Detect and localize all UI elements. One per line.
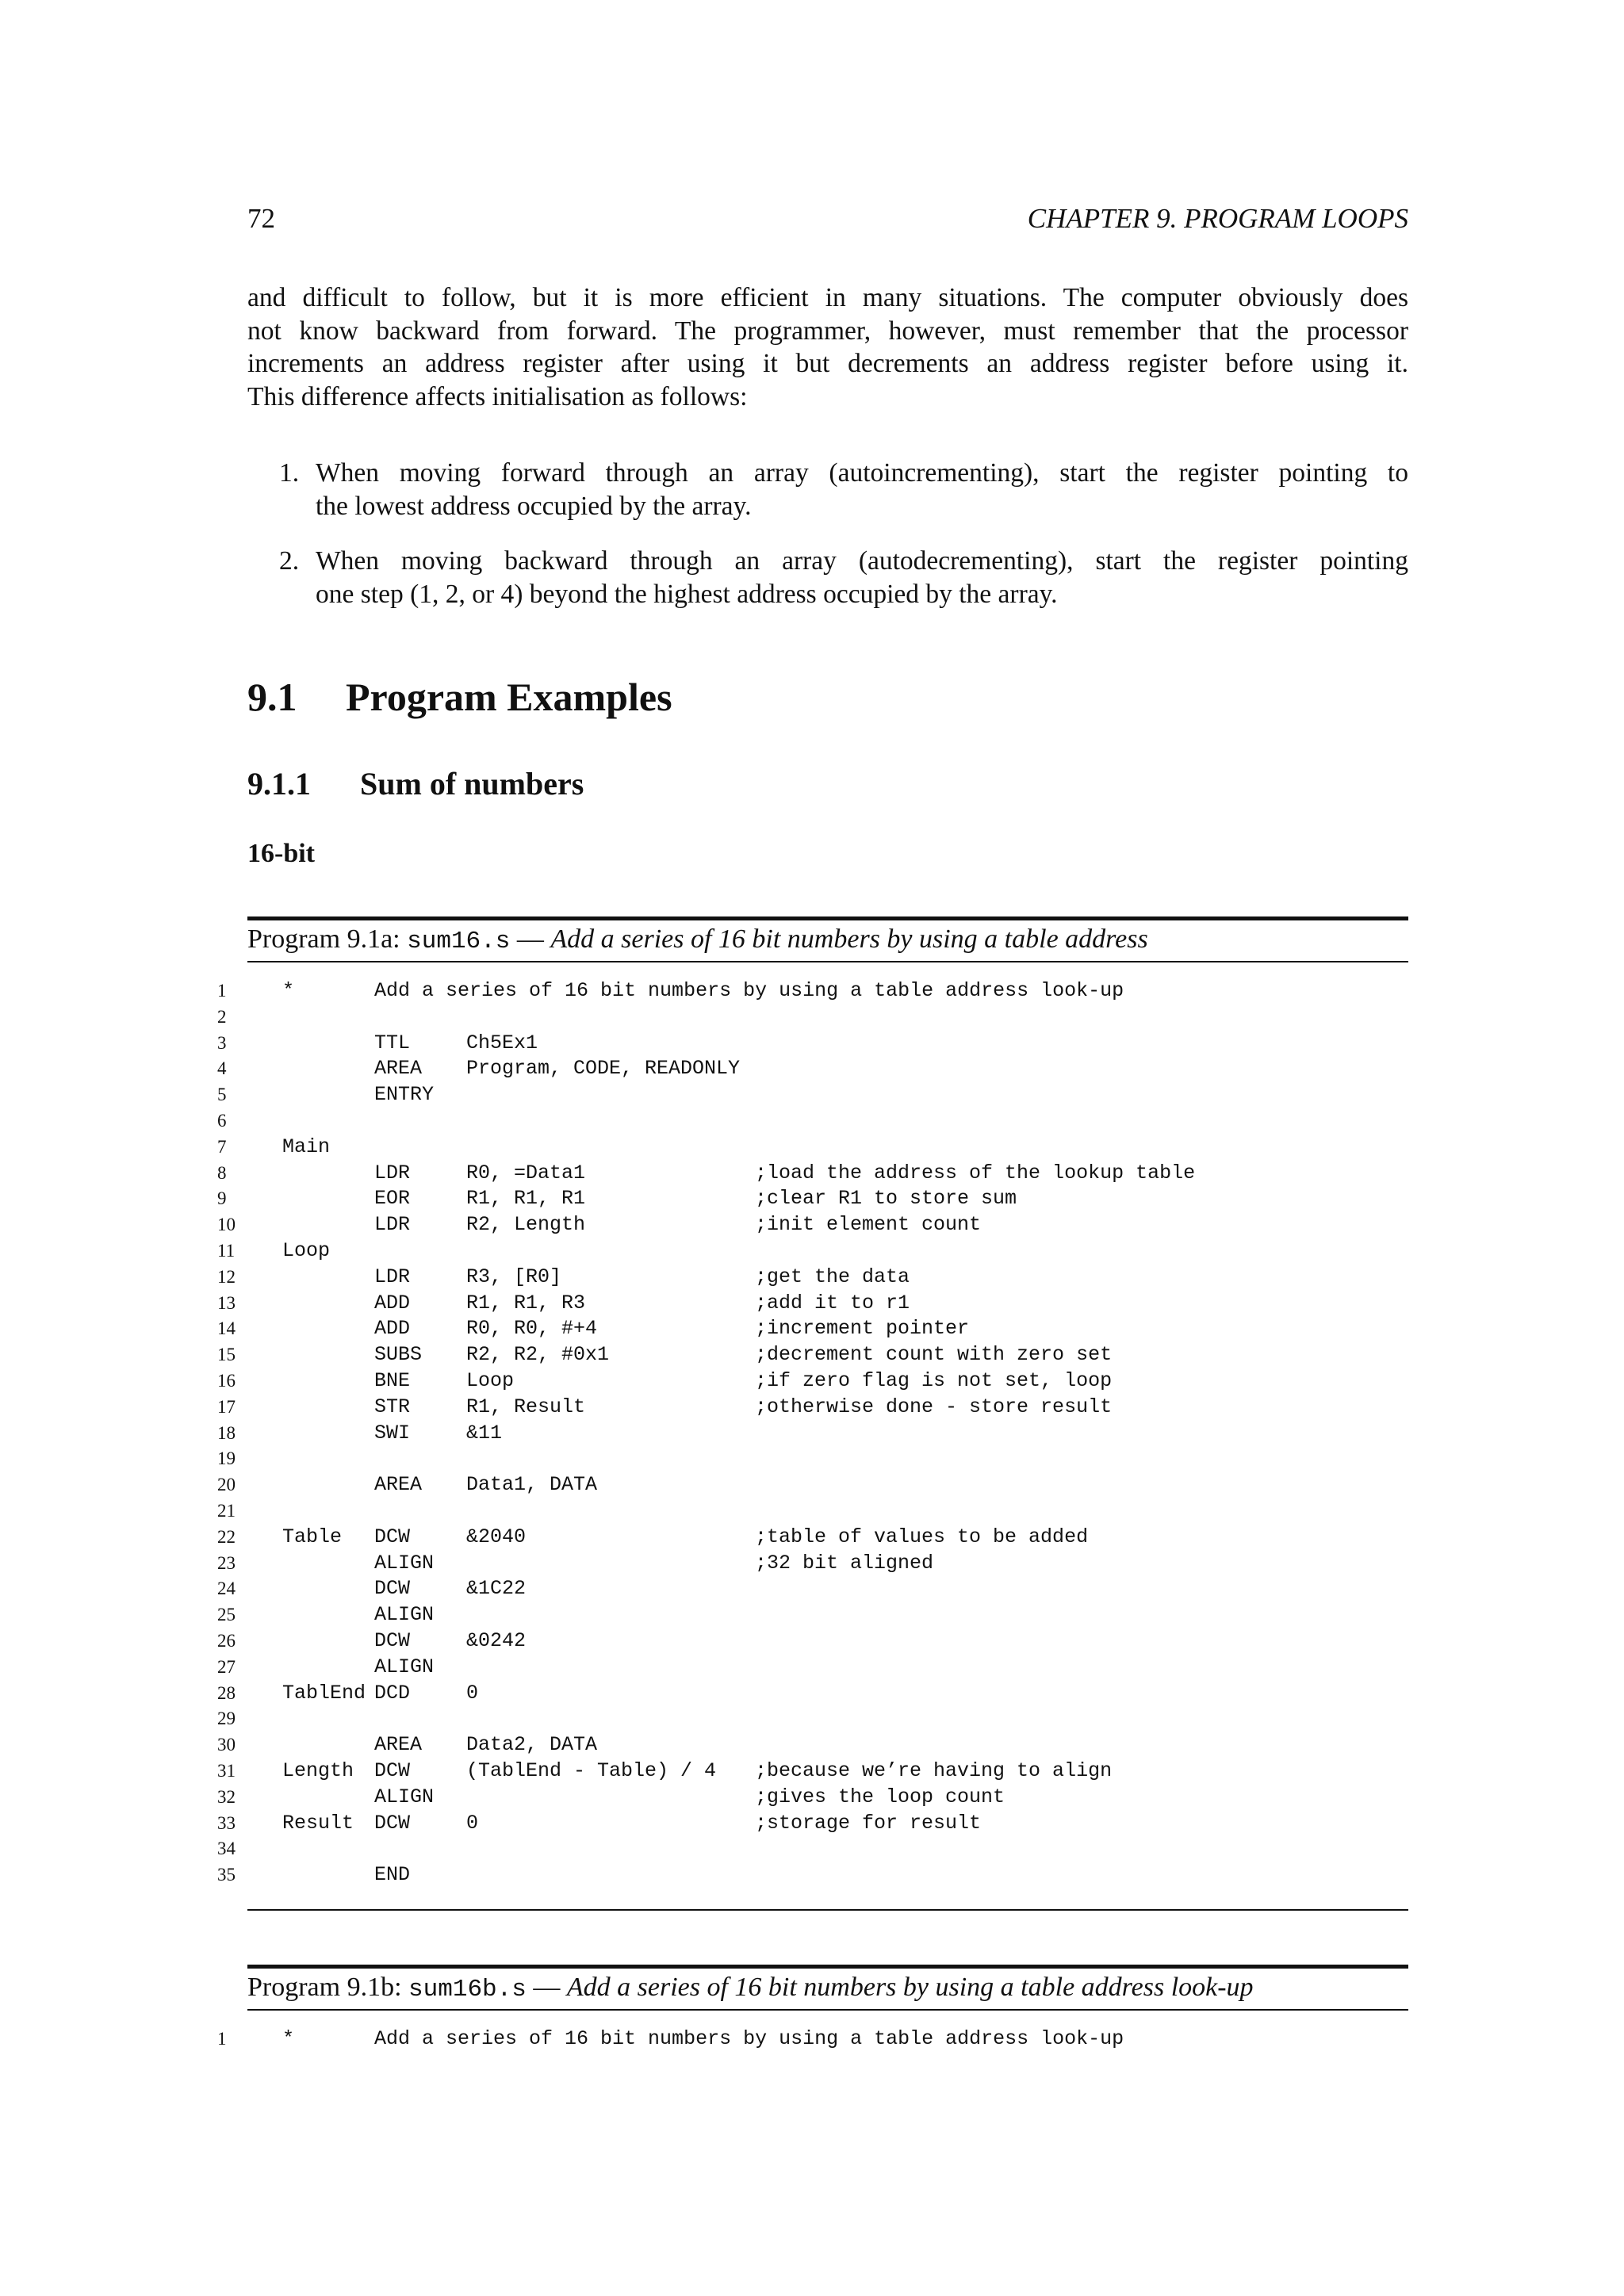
code-line [217,1342,1415,1368]
code-line [217,1291,1415,1317]
code-line [217,1368,1415,1395]
code-opcode: AREA [374,1473,423,1497]
line-number: 14 [217,1318,236,1339]
code-comment: ;gives the loop count [755,1785,1005,1808]
subsection-heading [247,765,584,802]
line-number: 20 [217,1475,236,1495]
code-line [217,1602,1415,1628]
code-operands: R0, =Data1 [466,1161,586,1184]
code-opcode: ALIGN [374,1603,435,1627]
line-number: 3 [217,1032,227,1053]
code-opcode: DCW [374,1628,411,1652]
caption-filename: sum16.s [407,928,511,955]
line-number: 6 [217,1110,227,1131]
code-opcode: TTL [374,1031,411,1054]
line-number: 7 [217,1136,227,1157]
code-operands: R1, R1, R3 [466,1291,586,1314]
code-line [217,1811,1415,1837]
line-number: 2 [217,1006,227,1027]
code-opcode: DCW [374,1811,411,1835]
code-opcode: LDR [374,1161,411,1184]
code-label: Result [282,1811,354,1835]
line-number: 21 [217,1500,236,1521]
code-comment: ;get the data [755,1265,910,1288]
caption-label: Program 9.1a: [247,924,400,954]
code-line [217,1056,1415,1082]
code-comment: ;table of values to be added [755,1525,1089,1548]
code-line [217,1498,1415,1525]
code-comment: ;storage for result [755,1811,982,1835]
code-line [217,1628,1415,1655]
line-number: 1 [217,2029,227,2049]
code-opcode: DCW [374,1525,411,1548]
listing-top-rule [247,916,1408,920]
line-number: 29 [217,1709,236,1729]
code-operands: R2, Length [466,1213,586,1237]
code-operands: Data2, DATA [466,1733,598,1757]
line-number: 16 [217,1370,236,1391]
code-operands: Data1, DATA [466,1473,598,1497]
code-operands: R1, Result [466,1395,586,1418]
code-operands: &1C22 [466,1577,527,1601]
line-number: 30 [217,1735,236,1755]
line-number: 1 [217,981,227,1001]
line-number: 25 [217,1605,236,1625]
code-line [217,1395,1415,1421]
subsection-number: 9.1.1 [247,766,311,802]
page-number: 72 [247,203,275,234]
section-number: 9.1 [247,675,297,719]
code-line [217,1472,1415,1498]
code-line [217,1135,1415,1161]
paragraph-line: not know backward from forward. The programmer, however, must remember that the processor [247,316,1408,346]
code-operands: R0, R0, #+4 [466,1317,598,1341]
line-number: 35 [217,1865,236,1885]
line-number: 27 [217,1656,236,1677]
code-opcode: STR [374,1395,411,1418]
code-operands: (TablEnd - Table) / 4 [466,1758,717,1782]
list-line: the lowest address occupied by the array. [316,491,752,521]
code-line [217,1836,1415,1862]
line-number: 4 [217,1058,227,1079]
code-line [217,1186,1415,1212]
code-line [217,1785,1415,1811]
code-opcode: ALIGN [374,1551,435,1575]
code-line [217,1525,1415,1551]
code-label: TablEnd [282,1681,366,1705]
code-operands: R2, R2, #0x1 [466,1343,610,1367]
code-label: Main [282,1135,331,1158]
code-label: * [282,979,295,1002]
code-opcode: ENTRY [374,1083,435,1107]
section-title: Program Examples [346,675,672,719]
code-operands: 0 [466,1811,479,1835]
caption-description: Add a series of 16 bit numbers by using a table address [550,924,1148,954]
code-label: Loop [282,1238,331,1262]
caption-dash: — [516,924,544,954]
code-line [217,1212,1415,1238]
code-opcode: DCD [374,1681,411,1705]
caption-label: Program 9.1b: [247,1973,402,2002]
paragraph-line: and difficult to follow, but it is more efficient in many situations. The computer obviously does [247,283,1408,312]
code-opcode: ALIGN [374,1785,435,1808]
line-number: 19 [217,1448,236,1469]
code-line [217,1316,1415,1342]
line-number: 8 [217,1162,227,1183]
subsection-title: Sum of numbers [360,766,584,802]
code-line [217,1082,1415,1108]
line-number: 11 [217,1240,236,1261]
line-number: 23 [217,1552,236,1573]
code-line [217,1758,1415,1785]
code-label: Length [282,1758,354,1782]
code-comment: ;if zero flag is not set, loop [755,1368,1113,1392]
code-operands: &11 [466,1421,503,1445]
code-line [217,1238,1415,1265]
line-number: 13 [217,1292,236,1313]
caption-filename: sum16b.s [408,1976,527,2003]
code-comment: ;load the address of the lookup table [755,1161,1196,1184]
code-comment: ;init element count [755,1213,982,1237]
code-operands: Loop [466,1368,515,1392]
code-line [217,2026,1415,2053]
code-line [217,1732,1415,1758]
code-opcode: DCW [374,1758,411,1782]
line-number: 15 [217,1345,236,1365]
code-comment: ;otherwise done - store result [755,1395,1113,1418]
code-opcode: LDR [374,1265,411,1288]
chapter-title: CHAPTER 9. PROGRAM LOOPS [1027,203,1408,234]
code-line [217,1681,1415,1707]
code-operands: &2040 [466,1525,527,1548]
line-number: 24 [217,1578,236,1599]
code-operands: Ch5Ex1 [466,1031,538,1054]
line-number: 31 [217,1760,236,1781]
line-number: 9 [217,1188,227,1209]
code-operands: Program, CODE, READONLY [466,1057,741,1081]
code-opcode: ADD [374,1317,411,1341]
code-operands: 0 [466,1681,479,1705]
listing-top-rule [247,1965,1408,1969]
code-opcode: AREA [374,1733,423,1757]
code-opcode: BNE [374,1368,411,1392]
listing-caption-rule [247,2009,1408,2011]
listing-caption [247,924,1148,955]
intro-paragraph [247,281,1408,413]
code-comment: ;because we’re having to align [755,1758,1113,1782]
code-label: * [282,2027,295,2050]
code-line [217,1862,1415,1888]
code-line [217,1161,1415,1187]
code-comment: ;32 bit aligned [755,1551,934,1575]
code-comment-text: Add a series of 16 bit numbers by using a table address look-up [374,2027,1124,2050]
listing-bottom-rule [247,1909,1408,1911]
code-opcode: SUBS [374,1343,423,1367]
code-label: Table [282,1525,343,1548]
code-comment: ;decrement count with zero set [755,1343,1113,1367]
listing-caption-rule [247,961,1408,962]
code-listing [217,2026,1415,2053]
line-number: 22 [217,1526,236,1547]
code-operands: R3, [R0] [466,1265,562,1288]
code-opcode: LDR [374,1213,411,1237]
paragraph-line: increments an address register after using it but decrements an address register before using it. [247,349,1408,379]
code-comment: ;increment pointer [755,1317,970,1341]
paragraph-heading: 16-bit [247,839,315,868]
line-number: 28 [217,1682,236,1703]
section-heading [247,674,672,720]
caption-description: Add a series of 16 bit numbers by using a table address look-up [566,1973,1254,2002]
code-line [217,978,1415,1004]
line-number: 12 [217,1266,236,1287]
code-line [217,1706,1415,1732]
line-number: 32 [217,1786,236,1807]
line-number: 26 [217,1630,236,1651]
code-line [217,1576,1415,1602]
code-line [217,1421,1415,1447]
code-line [217,1108,1415,1135]
list-line: When moving forward through an array (autoincrementing), start the register pointing to [316,458,1408,488]
code-line [217,1446,1415,1472]
line-number: 33 [217,1812,236,1833]
paragraph-line: This difference affects initialisation as follows: [247,381,748,411]
list-number: 2. [279,546,300,576]
code-opcode: ALIGN [374,1655,435,1678]
code-operands: R1, R1, R1 [466,1187,586,1211]
code-line [217,1551,1415,1577]
code-opcode: AREA [374,1057,423,1081]
code-operands: &0242 [466,1628,527,1652]
code-line [217,1031,1415,1057]
code-comment: ;clear R1 to store sum [755,1187,1017,1211]
code-listing [217,978,1415,1888]
line-number: 18 [217,1422,236,1443]
code-line [217,1265,1415,1291]
code-opcode: EOR [374,1187,411,1211]
running-header [247,203,1408,241]
list-line: When moving backward through an array (autodecrementing), start the register pointing [316,546,1408,576]
code-opcode: SWI [374,1421,411,1445]
code-comment: ;add it to r1 [755,1291,910,1314]
code-opcode: END [374,1863,411,1887]
code-line [217,1655,1415,1681]
caption-dash: — [533,1973,561,2002]
line-number: 17 [217,1396,236,1417]
line-number: 5 [217,1085,227,1105]
list-line: one step (1, 2, or 4) beyond the highest address occupied by the array. [316,579,1058,609]
listing-caption [247,1973,1254,2003]
list-number: 1. [279,458,300,488]
code-opcode: DCW [374,1577,411,1601]
line-number: 10 [217,1215,236,1235]
line-number: 34 [217,1839,236,1859]
code-comment-text: Add a series of 16 bit numbers by using a table address look-up [374,979,1124,1002]
code-opcode: ADD [374,1291,411,1314]
code-line [217,1004,1415,1031]
